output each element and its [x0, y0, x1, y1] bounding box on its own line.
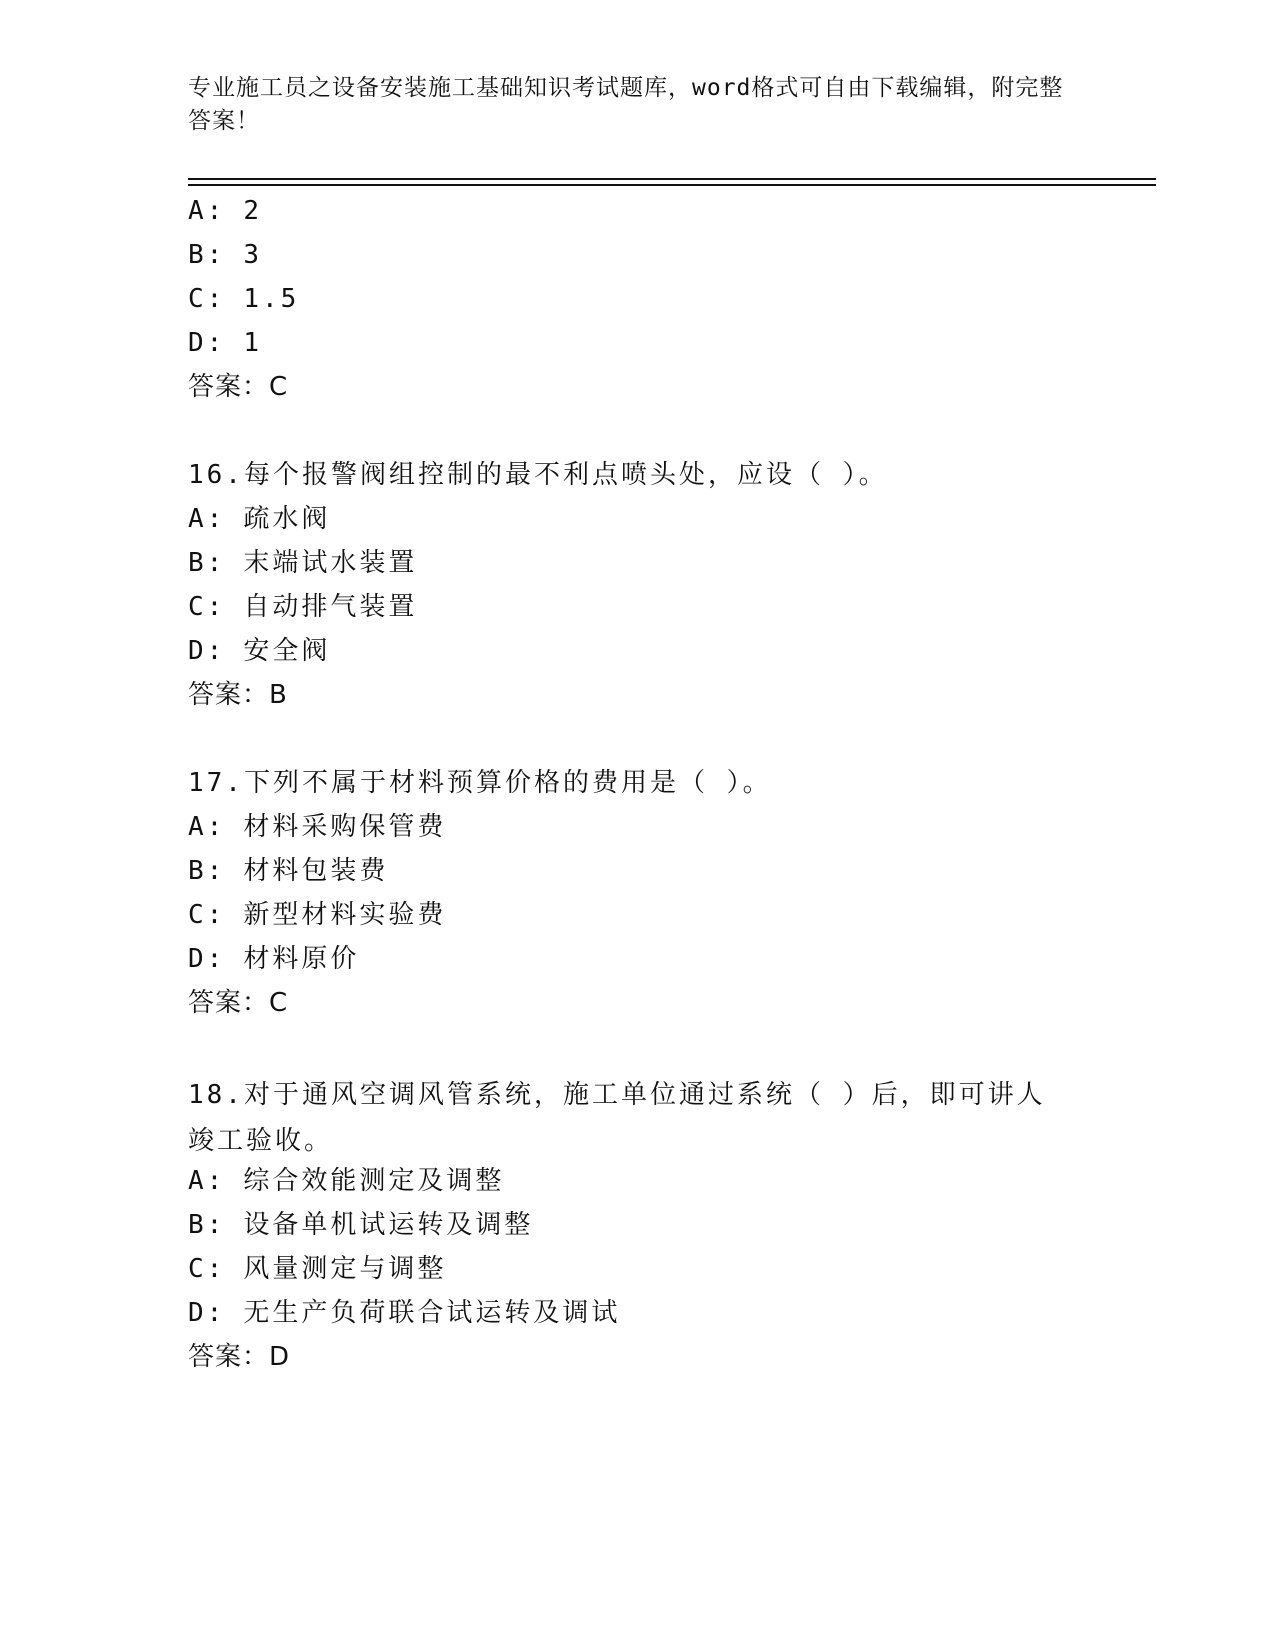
option-label: D:: [188, 328, 226, 358]
q17-option-c: [188, 898, 446, 932]
option-label: C:: [188, 284, 226, 314]
option-label: B:: [188, 1210, 226, 1240]
q18-option-c: [188, 1252, 446, 1286]
option-text: 材料原价: [243, 944, 360, 974]
option-text: 安全阀: [243, 636, 331, 666]
option-text: 材料包装费: [243, 856, 389, 886]
q16-option-d: [188, 634, 330, 668]
q17-option-b: [188, 854, 388, 888]
option-text: 新型材料实验费: [243, 900, 447, 930]
q18-option-d: [188, 1296, 620, 1330]
q15-option-b: [188, 238, 262, 272]
q18-answer: 答案：D: [188, 1342, 291, 1372]
option-label: D:: [188, 1298, 226, 1328]
option-text: 无生产负荷联合试运转及调试: [243, 1298, 621, 1328]
option-text: 设备单机试运转及调整: [243, 1210, 534, 1240]
option-text: 末端试水装置: [243, 548, 418, 578]
q16-option-b: [188, 546, 417, 580]
option-label: D:: [188, 944, 226, 974]
option-text: 风量测定与调整: [243, 1254, 447, 1284]
q16-option-a: [188, 502, 330, 536]
q15-option-d: [188, 326, 262, 360]
option-text: 2: [243, 196, 262, 226]
q15-option-c: [188, 282, 299, 316]
option-label: B:: [188, 548, 226, 578]
q17-option-a: [188, 810, 446, 844]
header-rule-top: [188, 178, 1156, 180]
header-rule-bottom: [188, 184, 1156, 186]
option-label: B:: [188, 240, 226, 270]
q18-question: 18.对于通风空调风管系统，施工单位通过系统（ ）后，即可讲人竣工验收。: [188, 1080, 1046, 1156]
option-text: 自动排气装置: [243, 592, 418, 622]
option-label: D:: [188, 636, 226, 666]
q16-answer: 答案：B: [188, 680, 288, 710]
option-label: A:: [188, 812, 226, 842]
option-text: 3: [243, 240, 262, 270]
q18-option-b: [188, 1208, 533, 1242]
q18-option-a: [188, 1164, 504, 1198]
q17-answer: 答案：C: [188, 988, 289, 1018]
q16-option-c: [188, 590, 417, 624]
q17-option-d: [188, 942, 359, 976]
option-text: 1.5: [243, 284, 300, 314]
option-text: 1: [243, 328, 262, 358]
option-label: B:: [188, 856, 226, 886]
option-text: 材料采购保管费: [243, 812, 447, 842]
option-label: A:: [188, 504, 226, 534]
q15-answer: 答案：C: [188, 372, 289, 402]
option-text: 疏水阀: [243, 504, 331, 534]
option-text: 综合效能测定及调整: [243, 1166, 505, 1196]
option-label: A:: [188, 1166, 226, 1196]
option-label: C:: [188, 900, 226, 930]
q17-question: 17.下列不属于材料预算价格的费用是（ ）。: [188, 768, 772, 798]
option-label: A:: [188, 196, 226, 226]
q16-question: 16.每个报警阀组控制的最不利点喷头处，应设（ ）。: [188, 460, 888, 490]
option-label: C:: [188, 592, 226, 622]
q15-option-a: [188, 194, 262, 228]
option-label: C:: [188, 1254, 226, 1284]
document-header: 专业施工员之设备安装施工基础知识考试题库，word格式可自由下载编辑，附完整答案！: [188, 75, 1064, 134]
